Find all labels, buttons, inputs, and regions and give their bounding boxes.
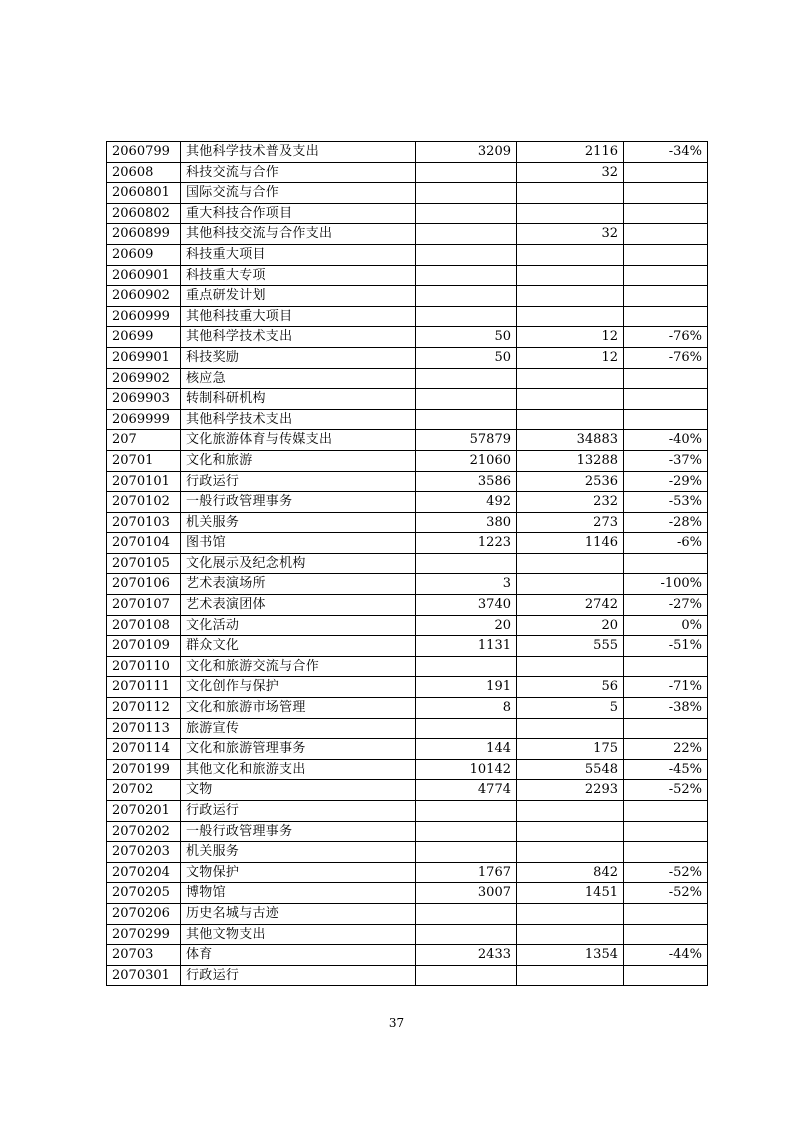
prior-amount-cell: 4774 — [416, 780, 517, 801]
item-name-cell: 文化和旅游市场管理 — [181, 698, 416, 719]
prior-amount-cell — [416, 183, 517, 204]
table-row — [107, 327, 708, 348]
change-percent-cell — [624, 903, 708, 924]
code-cell: 20703 — [107, 945, 181, 966]
table-row — [107, 244, 708, 265]
item-name-cell: 文物 — [181, 780, 416, 801]
item-name-cell: 文化创作与保护 — [181, 677, 416, 698]
code-cell: 2070205 — [107, 883, 181, 904]
change-percent-cell — [624, 718, 708, 739]
code-cell: 2060902 — [107, 286, 181, 307]
prior-amount-cell — [416, 306, 517, 327]
code-cell: 2070204 — [107, 862, 181, 883]
item-name-cell: 图书馆 — [181, 533, 416, 554]
change-percent-cell: -38% — [624, 698, 708, 719]
current-amount-cell — [517, 574, 624, 595]
code-cell: 2069903 — [107, 389, 181, 410]
current-amount-cell — [517, 842, 624, 863]
code-cell: 2060802 — [107, 203, 181, 224]
table-row — [107, 162, 708, 183]
code-cell: 2070110 — [107, 656, 181, 677]
prior-amount-cell: 380 — [416, 512, 517, 533]
change-percent-cell: 0% — [624, 615, 708, 636]
current-amount-cell: 2293 — [517, 780, 624, 801]
table-row — [107, 801, 708, 822]
code-cell: 2070107 — [107, 595, 181, 616]
prior-amount-cell: 1223 — [416, 533, 517, 554]
table-row — [107, 224, 708, 245]
change-percent-cell: -40% — [624, 430, 708, 451]
current-amount-cell: 2742 — [517, 595, 624, 616]
prior-amount-cell — [416, 965, 517, 986]
current-amount-cell: 34883 — [517, 430, 624, 451]
current-amount-cell — [517, 965, 624, 986]
change-percent-cell — [624, 244, 708, 265]
table-row — [107, 677, 708, 698]
item-name-cell: 文化和旅游交流与合作 — [181, 656, 416, 677]
table-row — [107, 553, 708, 574]
code-cell: 2070104 — [107, 533, 181, 554]
prior-amount-cell: 1131 — [416, 636, 517, 657]
change-percent-cell: -34% — [624, 142, 708, 163]
table-row — [107, 368, 708, 389]
current-amount-cell — [517, 409, 624, 430]
code-cell: 20609 — [107, 244, 181, 265]
prior-amount-cell: 50 — [416, 347, 517, 368]
current-amount-cell — [517, 203, 624, 224]
code-cell: 2070106 — [107, 574, 181, 595]
current-amount-cell: 1451 — [517, 883, 624, 904]
table-row — [107, 821, 708, 842]
change-percent-cell: -76% — [624, 347, 708, 368]
item-name-cell: 重大科技合作项目 — [181, 203, 416, 224]
prior-amount-cell: 3586 — [416, 471, 517, 492]
item-name-cell: 科技交流与合作 — [181, 162, 416, 183]
code-cell: 2070108 — [107, 615, 181, 636]
change-percent-cell: -51% — [624, 636, 708, 657]
current-amount-cell: 175 — [517, 739, 624, 760]
change-percent-cell: -52% — [624, 780, 708, 801]
current-amount-cell — [517, 244, 624, 265]
item-name-cell: 文化和旅游管理事务 — [181, 739, 416, 760]
current-amount-cell — [517, 183, 624, 204]
current-amount-cell: 20 — [517, 615, 624, 636]
code-cell: 2070112 — [107, 698, 181, 719]
prior-amount-cell — [416, 265, 517, 286]
change-percent-cell — [624, 183, 708, 204]
table-row — [107, 739, 708, 760]
item-name-cell: 科技重大专项 — [181, 265, 416, 286]
code-cell: 20608 — [107, 162, 181, 183]
current-amount-cell: 2536 — [517, 471, 624, 492]
prior-amount-cell: 3209 — [416, 142, 517, 163]
page-number: 37 — [388, 1016, 405, 1030]
table-row — [107, 265, 708, 286]
item-name-cell: 体育 — [181, 945, 416, 966]
prior-amount-cell — [416, 924, 517, 945]
prior-amount-cell: 492 — [416, 492, 517, 513]
prior-amount-cell: 21060 — [416, 450, 517, 471]
change-percent-cell: -29% — [624, 471, 708, 492]
prior-amount-cell — [416, 553, 517, 574]
item-name-cell: 行政运行 — [181, 801, 416, 822]
code-cell: 20701 — [107, 450, 181, 471]
item-name-cell: 旅游宣传 — [181, 718, 416, 739]
change-percent-cell — [624, 203, 708, 224]
current-amount-cell: 842 — [517, 862, 624, 883]
prior-amount-cell: 3007 — [416, 883, 517, 904]
code-cell: 2060799 — [107, 142, 181, 163]
change-percent-cell — [624, 389, 708, 410]
code-cell: 2060801 — [107, 183, 181, 204]
item-name-cell: 重点研发计划 — [181, 286, 416, 307]
prior-amount-cell: 144 — [416, 739, 517, 760]
item-name-cell: 机关服务 — [181, 842, 416, 863]
table-row — [107, 615, 708, 636]
change-percent-cell: -53% — [624, 492, 708, 513]
change-percent-cell — [624, 801, 708, 822]
code-cell: 2070105 — [107, 553, 181, 574]
prior-amount-cell: 50 — [416, 327, 517, 348]
prior-amount-cell: 10142 — [416, 759, 517, 780]
change-percent-cell — [624, 553, 708, 574]
table-row — [107, 698, 708, 719]
change-percent-cell: -37% — [624, 450, 708, 471]
change-percent-cell — [624, 409, 708, 430]
code-cell: 2070102 — [107, 492, 181, 513]
item-name-cell: 博物馆 — [181, 883, 416, 904]
prior-amount-cell: 2433 — [416, 945, 517, 966]
budget-table — [106, 141, 708, 986]
code-cell: 2070103 — [107, 512, 181, 533]
item-name-cell: 转制科研机构 — [181, 389, 416, 410]
change-percent-cell: -28% — [624, 512, 708, 533]
change-percent-cell: -6% — [624, 533, 708, 554]
change-percent-cell — [624, 162, 708, 183]
prior-amount-cell — [416, 842, 517, 863]
prior-amount-cell — [416, 821, 517, 842]
table-row — [107, 286, 708, 307]
current-amount-cell — [517, 368, 624, 389]
code-cell: 2070101 — [107, 471, 181, 492]
current-amount-cell — [517, 286, 624, 307]
current-amount-cell — [517, 389, 624, 410]
change-percent-cell: -27% — [624, 595, 708, 616]
change-percent-cell: -52% — [624, 883, 708, 904]
table-row — [107, 409, 708, 430]
item-name-cell: 一般行政管理事务 — [181, 821, 416, 842]
budget-table-body — [107, 142, 708, 986]
prior-amount-cell — [416, 368, 517, 389]
prior-amount-cell: 20 — [416, 615, 517, 636]
change-percent-cell — [624, 286, 708, 307]
prior-amount-cell — [416, 224, 517, 245]
item-name-cell: 其他科学技术普及支出 — [181, 142, 416, 163]
code-cell: 2069902 — [107, 368, 181, 389]
current-amount-cell: 12 — [517, 327, 624, 348]
table-row — [107, 924, 708, 945]
item-name-cell: 群众文化 — [181, 636, 416, 657]
prior-amount-cell — [416, 409, 517, 430]
table-row — [107, 203, 708, 224]
current-amount-cell: 5 — [517, 698, 624, 719]
change-percent-cell: -45% — [624, 759, 708, 780]
table-row — [107, 965, 708, 986]
item-name-cell: 文物保护 — [181, 862, 416, 883]
item-name-cell: 艺术表演团体 — [181, 595, 416, 616]
current-amount-cell: 555 — [517, 636, 624, 657]
prior-amount-cell — [416, 656, 517, 677]
change-percent-cell: -44% — [624, 945, 708, 966]
item-name-cell: 其他科技重大项目 — [181, 306, 416, 327]
item-name-cell: 科技重大项目 — [181, 244, 416, 265]
prior-amount-cell — [416, 801, 517, 822]
item-name-cell: 文化旅游体育与传媒支出 — [181, 430, 416, 451]
prior-amount-cell — [416, 203, 517, 224]
item-name-cell: 行政运行 — [181, 471, 416, 492]
table-row — [107, 430, 708, 451]
prior-amount-cell: 1767 — [416, 862, 517, 883]
current-amount-cell — [517, 718, 624, 739]
current-amount-cell: 273 — [517, 512, 624, 533]
table-row — [107, 183, 708, 204]
table-row — [107, 574, 708, 595]
code-cell: 20699 — [107, 327, 181, 348]
table-row — [107, 450, 708, 471]
code-cell: 2070202 — [107, 821, 181, 842]
table-row — [107, 389, 708, 410]
current-amount-cell: 13288 — [517, 450, 624, 471]
code-cell: 2070301 — [107, 965, 181, 986]
table-row — [107, 718, 708, 739]
prior-amount-cell: 8 — [416, 698, 517, 719]
prior-amount-cell — [416, 162, 517, 183]
current-amount-cell: 12 — [517, 347, 624, 368]
change-percent-cell — [624, 368, 708, 389]
code-cell: 2070299 — [107, 924, 181, 945]
item-name-cell: 历史名城与古迹 — [181, 903, 416, 924]
current-amount-cell: 32 — [517, 162, 624, 183]
prior-amount-cell: 191 — [416, 677, 517, 698]
code-cell: 2070201 — [107, 801, 181, 822]
table-row — [107, 903, 708, 924]
item-name-cell: 科技奖励 — [181, 347, 416, 368]
item-name-cell: 其他科学技术支出 — [181, 327, 416, 348]
table-row — [107, 883, 708, 904]
change-percent-cell: -100% — [624, 574, 708, 595]
table-row — [107, 595, 708, 616]
current-amount-cell — [517, 265, 624, 286]
item-name-cell: 文化活动 — [181, 615, 416, 636]
prior-amount-cell: 57879 — [416, 430, 517, 451]
current-amount-cell — [517, 903, 624, 924]
prior-amount-cell: 3740 — [416, 595, 517, 616]
current-amount-cell — [517, 821, 624, 842]
table-row — [107, 656, 708, 677]
table-row — [107, 862, 708, 883]
prior-amount-cell — [416, 903, 517, 924]
table-row — [107, 347, 708, 368]
change-percent-cell: -71% — [624, 677, 708, 698]
change-percent-cell — [624, 265, 708, 286]
current-amount-cell: 1354 — [517, 945, 624, 966]
current-amount-cell — [517, 801, 624, 822]
item-name-cell: 机关服务 — [181, 512, 416, 533]
current-amount-cell — [517, 306, 624, 327]
table-row — [107, 636, 708, 657]
table-row — [107, 842, 708, 863]
current-amount-cell — [517, 553, 624, 574]
code-cell: 207 — [107, 430, 181, 451]
item-name-cell: 核应急 — [181, 368, 416, 389]
table-row — [107, 759, 708, 780]
item-name-cell: 其他科技交流与合作支出 — [181, 224, 416, 245]
code-cell: 2060999 — [107, 306, 181, 327]
current-amount-cell: 2116 — [517, 142, 624, 163]
table-row — [107, 945, 708, 966]
current-amount-cell: 32 — [517, 224, 624, 245]
table-row — [107, 533, 708, 554]
change-percent-cell — [624, 656, 708, 677]
current-amount-cell: 5548 — [517, 759, 624, 780]
table-row — [107, 512, 708, 533]
prior-amount-cell — [416, 389, 517, 410]
item-name-cell: 国际交流与合作 — [181, 183, 416, 204]
item-name-cell: 其他文物支出 — [181, 924, 416, 945]
item-name-cell: 其他文化和旅游支出 — [181, 759, 416, 780]
change-percent-cell: 22% — [624, 739, 708, 760]
code-cell: 2070206 — [107, 903, 181, 924]
item-name-cell: 行政运行 — [181, 965, 416, 986]
code-cell: 2069999 — [107, 409, 181, 430]
change-percent-cell — [624, 965, 708, 986]
item-name-cell: 其他科学技术支出 — [181, 409, 416, 430]
code-cell: 2070109 — [107, 636, 181, 657]
code-cell: 2070114 — [107, 739, 181, 760]
change-percent-cell: -52% — [624, 862, 708, 883]
current-amount-cell — [517, 924, 624, 945]
current-amount-cell: 1146 — [517, 533, 624, 554]
item-name-cell: 文化和旅游 — [181, 450, 416, 471]
change-percent-cell — [624, 821, 708, 842]
change-percent-cell — [624, 306, 708, 327]
code-cell: 20702 — [107, 780, 181, 801]
item-name-cell: 文化展示及纪念机构 — [181, 553, 416, 574]
table-row — [107, 142, 708, 163]
code-cell: 2060899 — [107, 224, 181, 245]
code-cell: 2070111 — [107, 677, 181, 698]
code-cell: 2070113 — [107, 718, 181, 739]
code-cell: 2070199 — [107, 759, 181, 780]
prior-amount-cell — [416, 286, 517, 307]
change-percent-cell — [624, 924, 708, 945]
table-row — [107, 471, 708, 492]
prior-amount-cell — [416, 244, 517, 265]
current-amount-cell — [517, 656, 624, 677]
change-percent-cell: -76% — [624, 327, 708, 348]
change-percent-cell — [624, 842, 708, 863]
item-name-cell: 艺术表演场所 — [181, 574, 416, 595]
code-cell: 2060901 — [107, 265, 181, 286]
item-name-cell: 一般行政管理事务 — [181, 492, 416, 513]
prior-amount-cell — [416, 718, 517, 739]
code-cell: 2070203 — [107, 842, 181, 863]
code-cell: 2069901 — [107, 347, 181, 368]
table-row — [107, 306, 708, 327]
current-amount-cell: 232 — [517, 492, 624, 513]
change-percent-cell — [624, 224, 708, 245]
table-row — [107, 492, 708, 513]
prior-amount-cell: 3 — [416, 574, 517, 595]
current-amount-cell: 56 — [517, 677, 624, 698]
table-row — [107, 780, 708, 801]
